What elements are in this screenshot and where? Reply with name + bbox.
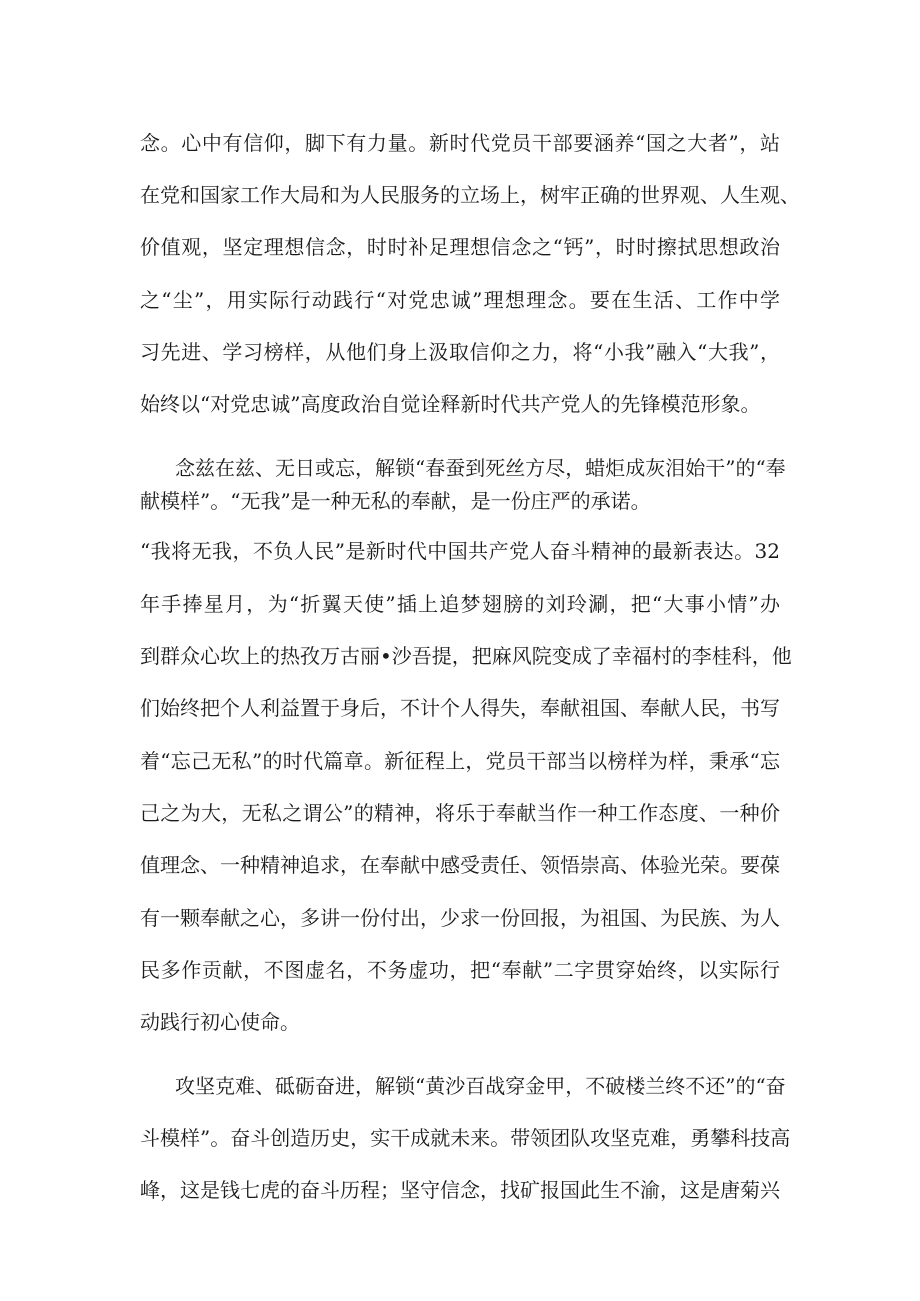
paragraph-2-line-1: 念兹在兹、无日或忘，解锁“春蚕到死丝方尽，蜡炬成灰泪始干”的“奉	[175, 456, 786, 480]
paragraph-1-line-1: 念。心中有信仰，脚下有力量。新时代党员干部要涵养“国之大者”，站	[140, 131, 780, 155]
paragraph-2-line-3: “我将无我，不负人民”是新时代中国共产党人奋斗精神的最新表达。32	[140, 539, 780, 563]
paragraph-3-line-3: 峰，这是钱七虎的奋斗历程；坚守信念，找矿报国此生不渝，这是唐菊兴	[140, 1178, 780, 1202]
paragraph-3-line-2: 斗模样”。奋斗创造历史，实干成就未来。带领团队攻坚克难，勇攀科技高	[140, 1126, 791, 1150]
paragraph-1-line-5: 习先进、学习榜样，从他们身上汲取信仰之力，将“小我”融入“大我”，	[140, 340, 780, 364]
paragraph-2-line-5: 到群众心坎上的热孜万古丽•沙吾提，把麻风院变成了幸福村的李桂科，他	[140, 644, 792, 668]
paragraph-2-line-6: 们始终把个人利益置于身后，不计个人得失，奉献祖国、奉献人民，书写	[140, 696, 780, 720]
paragraph-1-line-6: 始终以“对党忠诚”高度政治自觉诠释新时代共产党人的先锋模范形象。	[140, 392, 761, 416]
paragraph-3-line-1: 攻坚克难、砥砺奋进，解锁“黄沙百战穿金甲，不破楼兰终不还”的“奋	[175, 1074, 786, 1098]
paragraph-2-line-2: 献模样”。“无我”是一种无私的奉献，是一份庄严的承诺。	[140, 489, 651, 513]
paragraph-1-line-3: 价值观，坚定理想信念，时时补足理想信念之“钙”，时时擦拭思想政治	[140, 235, 780, 259]
paragraph-2-line-9: 值理念、一种精神追求，在奉献中感受责任、领悟崇高、体验光荣。要葆	[140, 853, 780, 877]
paragraph-1-line-2: 在党和国家工作大局和为人民服务的立场上，树牢正确的世界观、人生观、	[140, 183, 800, 207]
paragraph-2-line-12: 动践行初心使命。	[140, 1010, 300, 1034]
paragraph-2-line-11: 民多作贡献，不图虚名，不务虚功，把“奉献”二字贯穿始终，以实际行	[140, 958, 780, 982]
paragraph-2-line-7: 着“忘己无私”的时代篇章。新征程上，党员干部当以榜样为样，秉承“忘	[140, 749, 780, 773]
paragraph-2-line-8: 己之为大，无私之谓公”的精神，将乐于奉献当作一种工作态度、一种价	[140, 801, 780, 825]
paragraph-1-line-4: 之“尘”，用实际行动践行“对党忠诚”理想理念。要在生活、工作中学	[140, 288, 780, 312]
paragraph-2-line-4: 年手捧星月，为“折翼天使”插上追梦翅膀的刘玲涮，把“大事小情”办	[140, 592, 780, 616]
paragraph-2-line-10: 有一颗奉献之心，多讲一份付出，少求一份回报，为祖国、为民族、为人	[140, 906, 780, 930]
